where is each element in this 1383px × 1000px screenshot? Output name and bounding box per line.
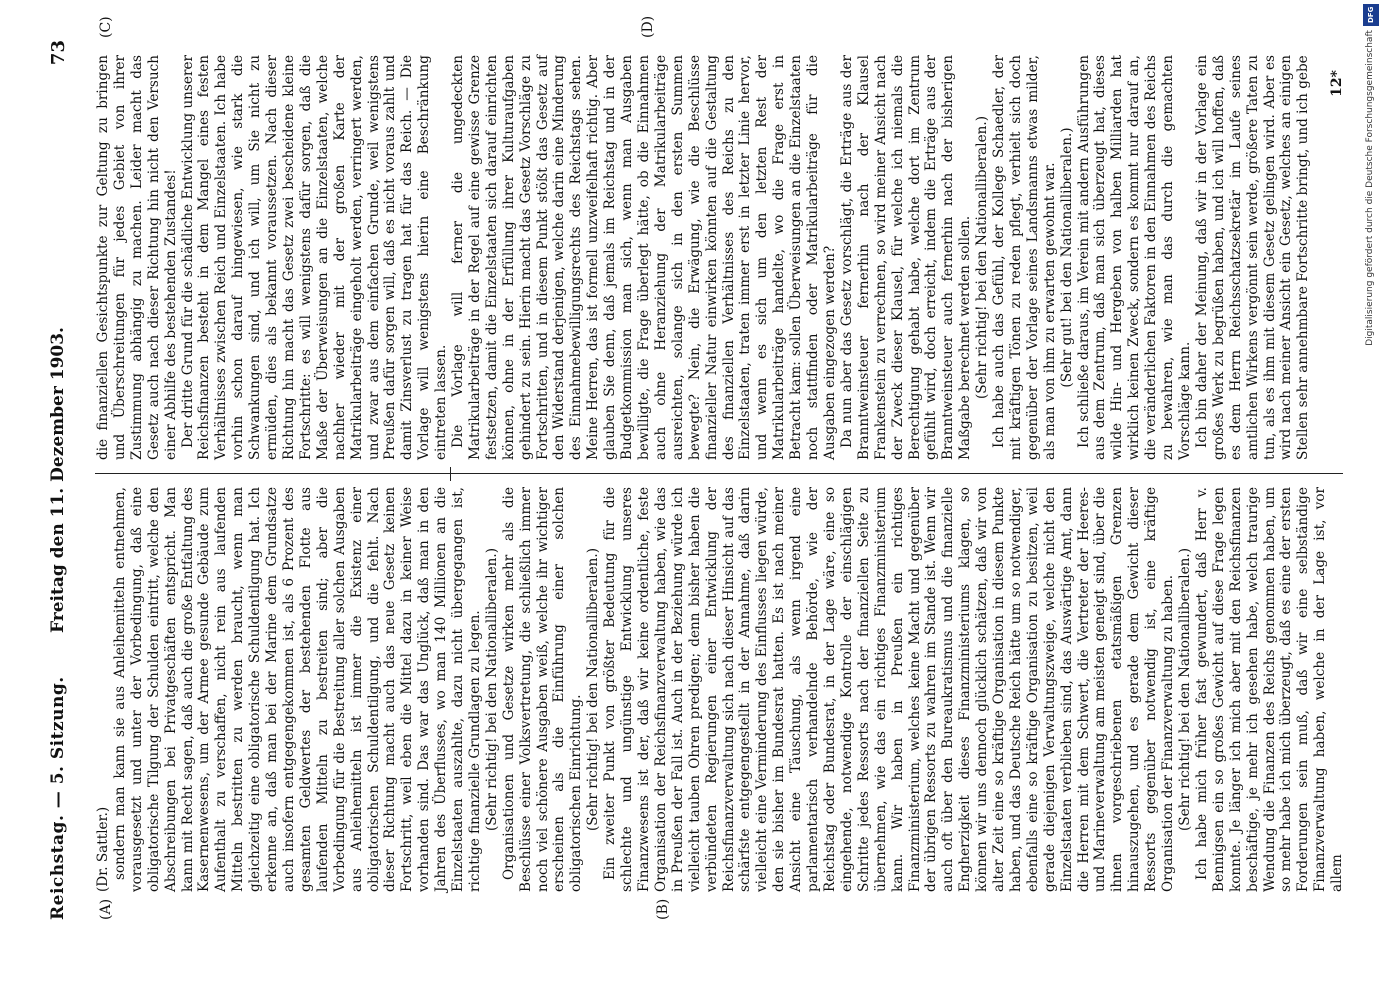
interjection: (Sehr richtig! bei den Nationalliberalen.): [585, 548, 602, 831]
margin-mark-c: (C): [98, 16, 114, 38]
speaker-label: (Dr. Sattler.): [95, 806, 111, 892]
paragraph: sondern man kann sie aus Anleihemitteln entnehmen, vorausgesetzt und unter der Vorbedingung, daß eine obligatorische Tilgung der Schulden eintritt, welche den Abschreibungen bei Privatgeschäften entspricht. Man kann mit Recht sagen, daß auch die große Entfaltung des Kasernenwesens, um der Armee gesunde Gebäude zum Aufenthalt zu verschaffen, nicht rein aus laufenden Mitteln bestritten zu werden braucht, wenn man gleichzeitig eine obligatorische Schuldentilgung hat. Ich erkenne an, daß man bei der Marine dem Grundsatze auch insofern entgegengekommen ist, als 6 Prozent des gesamten Geldwertes der bestehenden Flotte aus laufenden Mitteln zu bestreiten sind; aber die Vorbedingung für die Bestreitung aller solchen Ausgaben aus Anleihemitteln ist immer die Existenz einer obligatorischen Schuldentilgung, und die fehlt. Nach dieser Richtung macht auch das neue Gesetz keinen Fortschritt, weil eben die Mittel dazu in keiner Weise vorhanden sind. Das war das Unglück, daß man in den Jahren des Überflusses, wo man 140 Millionen an die Einzelstaaten auszahlte, dazu nicht übergegangen ist, richtige finanzielle Grundlagen zu legen.: [111, 487, 483, 892]
interjection: (Sehr richtig! bei den Nationalliberalen.): [1177, 548, 1193, 831]
paragraph: Ich bin daher der Meinung, daß wir in der Vorlage ein großes Werk zu begrüßen haben, und ich will hoffen, daß es dem Herrn Reichsschatzsekretär im Laufe seines amtlichen Wirkens vergönnt sein werde, größere Taten zu tun, als es ihm mit diesem Gesetz gelingen wird. Aber es wird nach meiner Ansicht ein Gesetz, welches an einigen Stellen sehr annehmbare Fortschritte bringt, und ich gebe: [1193, 55, 1312, 460]
right-column: [95, 55, 1343, 460]
interjection: (Sehr gut! bei den Nationalliberalen.): [1058, 127, 1075, 388]
paragraph: Ich habe auch das Gefühl, der Kollege Schaedler, der mit kräftigen Tönen zu reden pflegt, verhielt sich doch gegenüber der Vorlage seines Landsmanns etwas milder, als man von ihm zu erwarten gewohnt war.: [991, 55, 1058, 460]
interjection: (Sehr richtig! bei den Nationalliberalen.): [974, 116, 991, 399]
margin-mark-d: (D): [640, 15, 656, 38]
margin-mark-b: (B): [655, 898, 671, 920]
paragraph: Da nun aber das Gesetz vorschlägt, die Erträge aus der Branntweinsteuer fernerhin nach der Klausel Frankenstein zu verrechnen, so wird meiner Ansicht nach der Zweck dieser Klausel, für welche ich niemals die Berechtigung gehabt habe, welche dort im Zentrum gefühlt wird, doch erreicht, indem die Erträge aus der Branntweinsteuer auch fernerhin nach der bisherigen Maßgabe berechnet werden sollen.: [838, 55, 974, 460]
dfg-logo: DFG: [1363, 4, 1379, 26]
page-number: 73: [48, 40, 69, 66]
paragraph: Die Vorlage will ferner die ungedeckten Matrikularbeiträge in der Regel auf eine gewisse Grenze festsetzen, damit die Einzelstaaten sich darauf einrichten können, ohne in der Erfüllung ihrer Kulturaufgaben gehindert zu sein. Hierin macht das Gesetz Vorschläge zu Fortschritten, und in diesem Punkt stößt das Gesetz auf den Widerstand derjenigen, welche darin eine Minderung des Einnahmebewilligungsrechts des Reichstags sehen. Meine Herren, das ist formell unzweifelhaft richtig. Aber glauben Sie denn, daß jemals im Reichstag und in der Budgetkommission man sich, wenn man Ausgaben bewilligte, die Frage überlegt hätte, ob die Einnahmen auch ohne Heranziehung der Matrikularbeiträge ausreichten, solange sich in den ersten Summen bewegte? Nein, die Erwägung, wie die Beschlüsse finanzieller Natur einwirken könnten auf die Gestaltung des finanziellen Verhältnisses des Reichs zu den Einzelstaaten, traten immer erst in letzter Linie hervor, und wenn es sich um den letzten Rest der Matrikularbeiträge handelte, wo die Frage erst in Betracht kam: sollen Überweisungen an die Einzelstaaten noch stattfinden oder Matrikularbeiträge für die Ausgaben eingezogen werden?: [450, 55, 838, 460]
paragraph: Ein zweiter Punkt von größter Bedeutung für die schlechte und ungünstige Entwicklung unseres Finanzwesens ist der, daß wir keine ordentliche, feste Organisation der Reichsfinanzverwaltung haben, wie das in Preußen der Fall ist. Auch in der Beziehung würde ich vielleicht tauben Ohren predigen; denn bisher haben die verbündeten Regierungen einer Entwicklung der Reichsfinanzverwaltung sich nach dieser Hinsicht auf das schärfste entgegengestellt in der Annahme, daß darin vielleicht eine Verminderung des Einflusses liegen würde, den sie bisher im Bundesrat hatten. Es ist nach meiner Ansicht eine Täuschung, als wenn irgend eine parlamentarisch verhandelnde Behörde, wie der Reichstag oder Bundesrat, in der Lage wäre, eine so eingehende, notwendige Kontrolle der einschlägigen Schritte jedes Ressorts nach der finanziellen Seite zu übernehmen, wie das ein richtiges Finanzministerium kann. Wir haben in Preußen ein richtiges Finanzministerium, welches keine Macht und gegenüber der übrigen Ressorts zu wahren im Stande ist. Wenn wir auch oft über den Bureaukratismus und die finanzielle Engherzigkeit dieses Finanzministeriums klagen, so können wir uns dennoch glücklich schätzen, daß wir von alter Zeit eine so kräftige Organisation in diesem Punkte haben, und das Deutsche Reich hätte um so notwendiger, ebenfalls eine so kräftige Organisation zu besitzen, weil gerade diejenigen Verwaltungszweige, welche nicht den Einzelstaaten verblieben sind, das Auswärtige Amt, dann die Herren mit dem Schwert, die Vertreter der Heeres- und Marineverwaltung am meisten geneigt sind, über die ihnen vorgeschriebenen etatsmäßigen Grenzen hinauszugehen, und es gerade dem Gewicht dieser Ressorts gegenüber notwendig ist, eine kräftige Organisation der Finanzverwaltung zu haben.: [602, 487, 1177, 892]
page-header: [48, 40, 88, 920]
paragraph: Ich schließe daraus, im Verein mit andern Ausführungen aus dem Zentrum, daß man sich überzeugt hat, dieses wilde Hin- und Hergeben von halben Milliarden hat wirklich keinen Zweck, sondern es kommt nur darauf an, die veränderlichen Faktoren in den Einnahmen des Reichs zu bewahren, wie man das durch die gemachten Vorschläge kann.: [1075, 55, 1193, 460]
credit-text: Digitalisierung gefördert durch die Deutsche Forschungsgemeinschaft: [1365, 30, 1375, 346]
margin-mark-a: (A): [98, 898, 114, 920]
sheet-signature: 12*: [1329, 70, 1345, 97]
column-divider: [95, 473, 1343, 474]
digitization-credit: [1359, 0, 1381, 1000]
paragraph: Der dritte Grund für die schädliche Entwicklung unserer Reichsfinanzen besteht in dem Mangel eines festen Verhältnisses zwischen Reich und Einzelstaaten. Ich habe vorhin schon darauf hingewiesen, wie stark die Schwankungen sind, und ich will, um Sie nicht zu ermüden, dies als bekannt voraussetzen. Nach dieser Richtung hin macht das Gesetz zwei bescheidene kleine Fortschritte: es will wenigstens dafür sorgen, daß die Maße der Überweisungen an die Einzelstaaten, welche nachher wieder mit der großen Karte der Matrikularbeiträge eingeholt werden, verringert werden, und zwar aus dem einfachen Grunde, weil wenigstens Preußen dafür sorgen will, daß es nicht voraus zahlt und damit Zinsverlust zu tragen hat für das Reich. — Die Vorlage will wenigstens hierin eine Beschränkung eintreten lassen.: [179, 55, 450, 460]
left-column: [95, 487, 1346, 892]
paragraph: Organisationen und Gesetze wirken mehr als die Beschlüsse einer Volksvertretung, die schließlich immer noch viel schönere Ausgaben weiß, welche ihr wichtiger erscheinen als die Einführung einer solchen obligatorischen Einrichtung.: [500, 487, 585, 892]
column-divider-tick: [450, 467, 451, 481]
interjection: (Sehr richtig! bei den Nationalliberalen.): [483, 548, 500, 831]
paragraph: die finanziellen Gesichtspunkte zur Geltung zu bringen und Überschreitungen für jedes Gebiet von ihrer Zustimmung abhängig zu machen. Leider macht das Gesetz auch nach dieser Richtung hin nicht den Versuch einer Abhilfe des bestehenden Zustandes!: [95, 55, 179, 460]
header-session: Reichstag. — 5. Sitzung.: [48, 676, 68, 920]
paragraph: Ich habe mich früher fast gewundert, daß Herr v. Bennigsen ein so großes Gewicht auf diese Frage legen konnte. Je länger ich mich aber mit den Reichsfinanzen beschäftige, je mehr ich gesehen habe, welch traurige Wendung die Finanzen des Reichs genommen haben, um so mehr habe ich mich überzeugt, daß es eine der ersten Forderungen sein muß, daß wir eine selbständige Finanzverwaltung haben, welche in der Lage ist, vor allem: [1193, 487, 1346, 892]
header-date: Freitag den 11. Dezember 1903.: [48, 327, 68, 633]
